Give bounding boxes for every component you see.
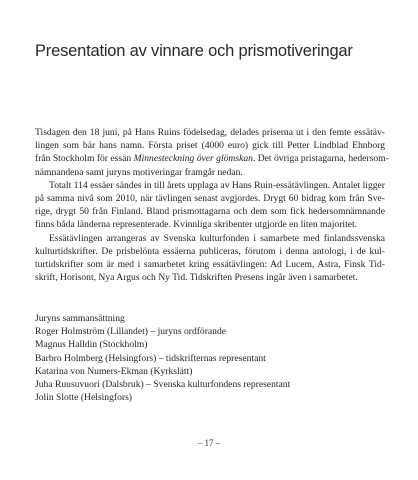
jury-member: Jolin Slotte (Helsingfors): [35, 392, 132, 404]
text-line: Essätävlingen arrangeras av Svenska kulturfonden i samarbete med finlandssvenska: [49, 232, 385, 244]
page-number: – 17 –: [197, 438, 221, 448]
text-line: turtidskrifter som är med i samarbetet kring essätävlingen: Ad Lucem, Astra, Finsk Tid-: [35, 259, 385, 271]
text-segment: . Det övriga pristagarna, hedersom-: [252, 153, 389, 165]
text-line: skrift, Horisont, Nya Argus och Ny Tid. Tidskriften Presens ingår även i samarbetet.: [35, 272, 358, 284]
page-title: Presentation av vinnare och prismotiveringar: [35, 42, 353, 60]
text-line: lingen som bär hans namn. Första priset (4000 euro) gick till Petter Lindblad Ehnborg: [35, 140, 385, 152]
text-line: [35, 152, 389, 165]
text-line: nämnandena samt juryns motiveringar framgår nedan.: [35, 166, 243, 178]
paragraph-organizers: [35, 232, 385, 285]
text-segment: från Stockholm för essän: [35, 153, 134, 165]
paragraph-intro: [35, 126, 389, 179]
text-line: på samma nivå som 2010, när tävlingen senast avgjordes. Drygt 60 bidrag kom från Sve-: [35, 193, 385, 205]
jury-member: Juha Ruusuvuori (Dalsbruk) – Svenska kulturfondens representant: [35, 379, 291, 391]
text-line: Totalt 114 essäer sändes in till årets upplaga av Hans Ruin-essätävlingen. Antalet ligger: [49, 179, 385, 191]
text-line: finns båda länderna representerade. Kvinnliga skribenter utgjorde en liten majoritet.: [35, 219, 358, 231]
text-line: kulturtidskrifter. De prisbelönta essäerna publiceras, förutom i denna antologi, i de kul-: [35, 245, 385, 257]
paragraph-statistics: [35, 179, 385, 232]
jury-member: Magnus Halldin (Stockholm): [35, 339, 148, 351]
jury-list: [35, 312, 385, 404]
jury-member: Roger Holmström (Lillandet) – juryns ordförande: [35, 326, 227, 338]
text-line: rige, drygt 50 från Finland. Bland prismottagarna och dem som fick hedersomnämnande: [35, 206, 385, 218]
jury-member: Barbro Holmberg (Helsingfors) – tidskrifternas representant: [35, 352, 266, 364]
jury-member: Katarina von Numers-Ekman (Kyrkslätt): [35, 365, 193, 377]
essay-title: Minnesteckning över glömskan: [133, 153, 253, 165]
text-line: Tisdagen den 18 juni, på Hans Ruins födelsedag, delades priserna ut i den femte essätäv-: [35, 127, 385, 138]
body-text: [35, 126, 389, 284]
jury-heading: Juryns sammansättning: [35, 313, 125, 324]
